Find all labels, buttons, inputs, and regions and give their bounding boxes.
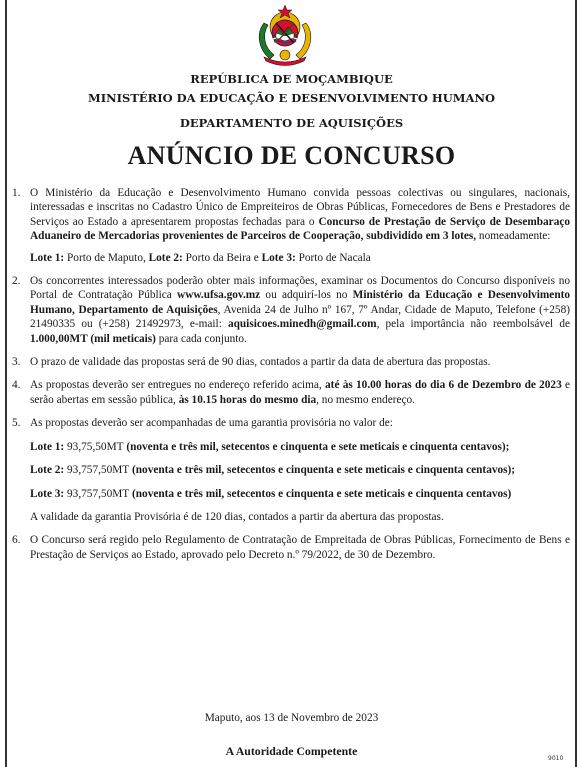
- item-number: 3.: [12, 356, 21, 369]
- item-number: 4.: [12, 379, 21, 392]
- reference-code: 9010: [548, 755, 564, 762]
- item-3-paragraph: O prazo de validade das propostas será de 90 dias, contados a partir da data de abertura das propostas.: [30, 356, 491, 369]
- lots-list: [30, 251, 570, 265]
- guarantee-lot-2: [30, 463, 570, 477]
- item-2-paragraph: [30, 274, 570, 346]
- guarantee-amount: 93,757,50MT: [64, 464, 130, 477]
- item-text: ou adquirí-los no: [260, 289, 353, 302]
- lot-text: Porto de Nacala: [295, 251, 371, 264]
- tender-name: Concurso de Prestação de Serviço de Desembaraço Aduaneiro de Mercadorias provenientes de Parceiros de Cooperação, subdividido em 3 lotes,: [30, 215, 571, 243]
- email-link[interactable]: aquisicoes.minedh@gmail.com: [227, 318, 377, 331]
- guarantee-words: (noventa e três mil, setecentos e cinquenta e sete meticais e cinquenta centavos);: [129, 464, 516, 477]
- opening-time: às 10.15 horas do mesmo dia: [178, 393, 317, 406]
- announcement-body: [12, 186, 570, 571]
- item-text: para cada conjunto.: [155, 332, 247, 345]
- guarantee-lot-3: [30, 487, 570, 501]
- item-number: 1.: [12, 187, 21, 199]
- item-4-paragraph: [30, 378, 570, 407]
- guarantee-lot-1: [30, 440, 570, 454]
- fee-amount: 1.000,00MT (mil meticais): [30, 332, 156, 345]
- item-number: 2.: [12, 275, 21, 288]
- list-item-3: [12, 355, 570, 369]
- authority-signature: A Autoridade Competente: [225, 744, 358, 758]
- issue-date: Maputo, aos 13 de Novembro de 2023: [204, 712, 379, 724]
- lot-label: Lote 1:: [30, 251, 65, 264]
- guarantee-words: (noventa e três mil, setecentos e cinquenta e sete meticais e cinquenta centavos): [129, 487, 512, 500]
- item-text: As propostas deverão ser entregues no endereço referido acima,: [30, 379, 326, 392]
- list-item-1: [12, 186, 570, 265]
- republic-heading: REPÚBLICA DE MOÇAMBIQUE: [190, 72, 393, 86]
- list-item-2: [12, 274, 570, 346]
- lot-label: Lote 2:: [30, 464, 65, 477]
- lot-label: Lote 2:: [148, 251, 183, 264]
- item-6-paragraph: O Concurso será regido pelo Regulamento de Contratação de Empreitada de Obras Públicas, Fornecimento de Bens e Prestação de Serviços ao Estado, aprovado pelo Decreto n.º 79/2022, de 30 de Dezembro.: [30, 534, 570, 561]
- lot-text: Porto de Maputo,: [64, 251, 149, 264]
- list-item-6: [12, 533, 570, 562]
- lot-text: Porto da Beira e: [182, 251, 262, 264]
- guarantee-amount: 93,75,50MT: [64, 440, 124, 453]
- lot-label: Lote 1:: [30, 440, 65, 453]
- ministry-heading: MINISTÉRIO DA EDUCAÇÃO E DESENVOLVIMENTO HUMANO: [88, 91, 495, 105]
- item-1-paragraph: [30, 186, 570, 244]
- list-item-4: [12, 378, 570, 407]
- item-number: 5.: [12, 417, 21, 430]
- ministry-address-name: Ministério da Educação e Desenvolvimento Humano, Departamento de Aquisições: [30, 289, 571, 316]
- portal-link[interactable]: www.ufsa.gov.mz: [177, 289, 261, 302]
- lot-label: Lote 3:: [261, 251, 296, 264]
- department-heading: DEPARTAMENTO DE AQUISIÇÕES: [179, 116, 404, 130]
- item-text: e serão abertas em sessão pública,: [30, 379, 570, 406]
- page-title: ANÚNCIO DE CONCURSO: [127, 141, 456, 170]
- item-5-paragraph: As propostas deverão ser acompanhadas de uma garantia provisória no valor de:: [30, 417, 393, 430]
- lot-label: Lote 3:: [30, 487, 65, 500]
- item-text: , no mesmo endereço.: [316, 393, 415, 406]
- mozambique-coat-of-arms-icon: [252, 3, 318, 67]
- item-text: O Ministério da Educação e Desenvolvimento Humano convida pessoas colectivas ou singulares, nacionais, interessadas e inscritas no Cadastro Único de Empreiteiros de Obras Públicas, Fornecedores de Bens e Prestadores de Serviços ao Estado a apresentarem propostas fechadas para o: [30, 187, 570, 228]
- item-text: nomeadamente:: [476, 230, 551, 243]
- item-text: , pela importância não reembolsável de: [376, 318, 570, 331]
- item-text: , Avenida 24 de Julho nº 167, 7º Andar, Cidade de Maputo, Telefone (+258) 21490335 ou (+258) 21492973, e-mail:: [30, 303, 570, 331]
- guarantee-validity: A validade da garantia Provisória é de 120 dias, contados a partir da abertura das propostas.: [30, 510, 444, 523]
- list-item-5: [12, 416, 570, 524]
- item-text: Os concorrentes interessados poderão obter mais informações, examinar os Documentos do Concurso disponíveis no Portal de Contratação Pública: [30, 275, 570, 302]
- deadline: até às 10.00 horas do dia 6 de Dezembro de 2023: [325, 379, 562, 392]
- guarantee-amount: 93,757,50MT: [64, 487, 130, 500]
- item-number: 6.: [12, 534, 21, 547]
- guarantee-words: (noventa e três mil, setecentos e cinquenta e sete meticais e cinquenta centavos);: [123, 440, 510, 453]
